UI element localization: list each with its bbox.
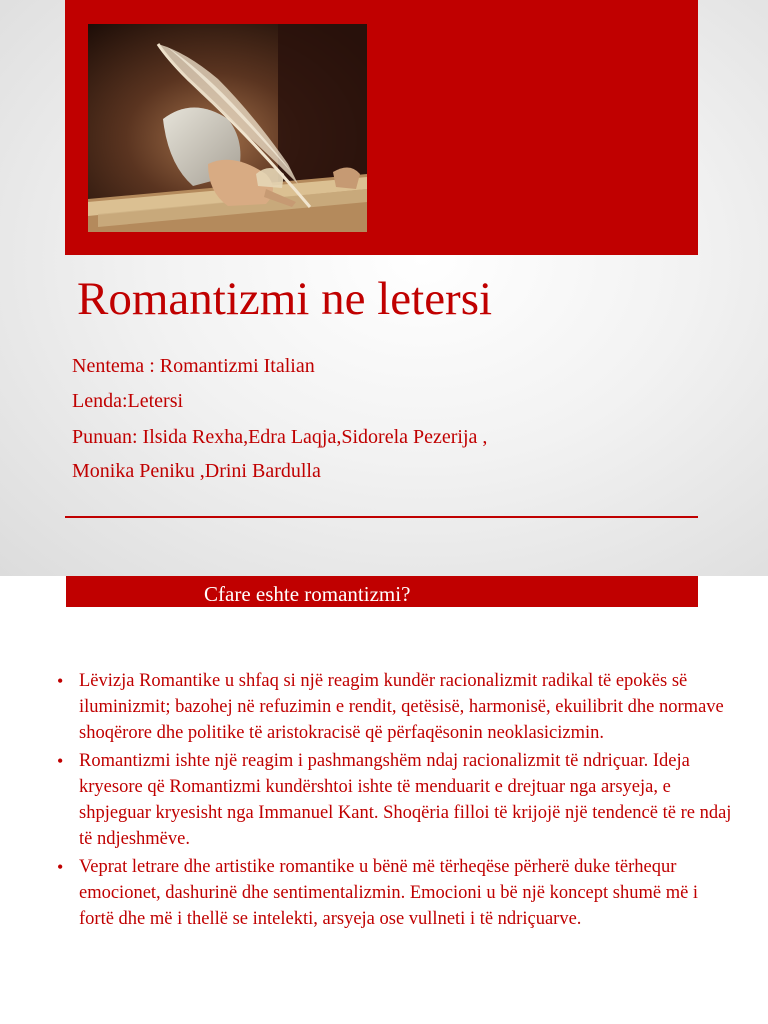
slide-title: Romantizmi ne letersi: [77, 273, 493, 325]
subtopic-line: Nentema : Romantizmi Italian: [72, 355, 315, 377]
list-item: [52, 748, 732, 852]
authors-line-continued: Monika Peniku ,Drini Bardulla: [72, 460, 321, 482]
bullet-dot-icon: •: [57, 857, 64, 877]
divider-line: [65, 516, 698, 518]
authors-line: Punuan: Ilsida Rexha,Edra Laqja,Sidorela Pezerija ,: [72, 426, 488, 448]
subject-line: Lenda:Letersi: [72, 390, 184, 412]
list-item: [52, 854, 732, 932]
heading-bar: [66, 576, 698, 607]
content-slide: [0, 576, 768, 1024]
bullet-dot-icon: •: [57, 671, 64, 691]
bullet-text: Lëvizja Romantike u shfaq si një reagim kundër racionalizmit radikal të epokës së iluminizmit; bazohej në refuzimin e rendit, qetësisë, harmonisë, ekuilibrit dhe normave shoqërore dhe politike të aristokracisë që përfaqësonin neoklasicizmin.: [79, 671, 724, 743]
quill-writing-image: [88, 24, 367, 232]
bullet-text: Romantizmi ishte një reagim i pashmangshëm ndaj racionalizmit të ndriçuar. Ideja kryesore që Romantizmi kundërshtoi ishte të menduarit e drejtuar nga arsyeja, e shpjeguar kryesisht nga Immanuel Kant. Shoqëria filloi të krijojë një tendencë të re ndaj të ndjeshmëve.: [79, 751, 732, 849]
section-heading: Cfare eshte romantizmi?: [204, 582, 411, 606]
bullet-dot-icon: •: [57, 751, 64, 771]
bullet-list: [52, 668, 732, 934]
bullet-text: Veprat letrare dhe artistike romantike u bënë më tërheqëse përherë duke tërhequr emocionet, dashurinë dhe sentimentalizmin. Emocioni u bë një koncept shumë më i fortë dhe më i thellë se intelekti, arsyeja ose vullneti i të ndriçuarve.: [79, 857, 699, 929]
list-item: [52, 668, 732, 746]
